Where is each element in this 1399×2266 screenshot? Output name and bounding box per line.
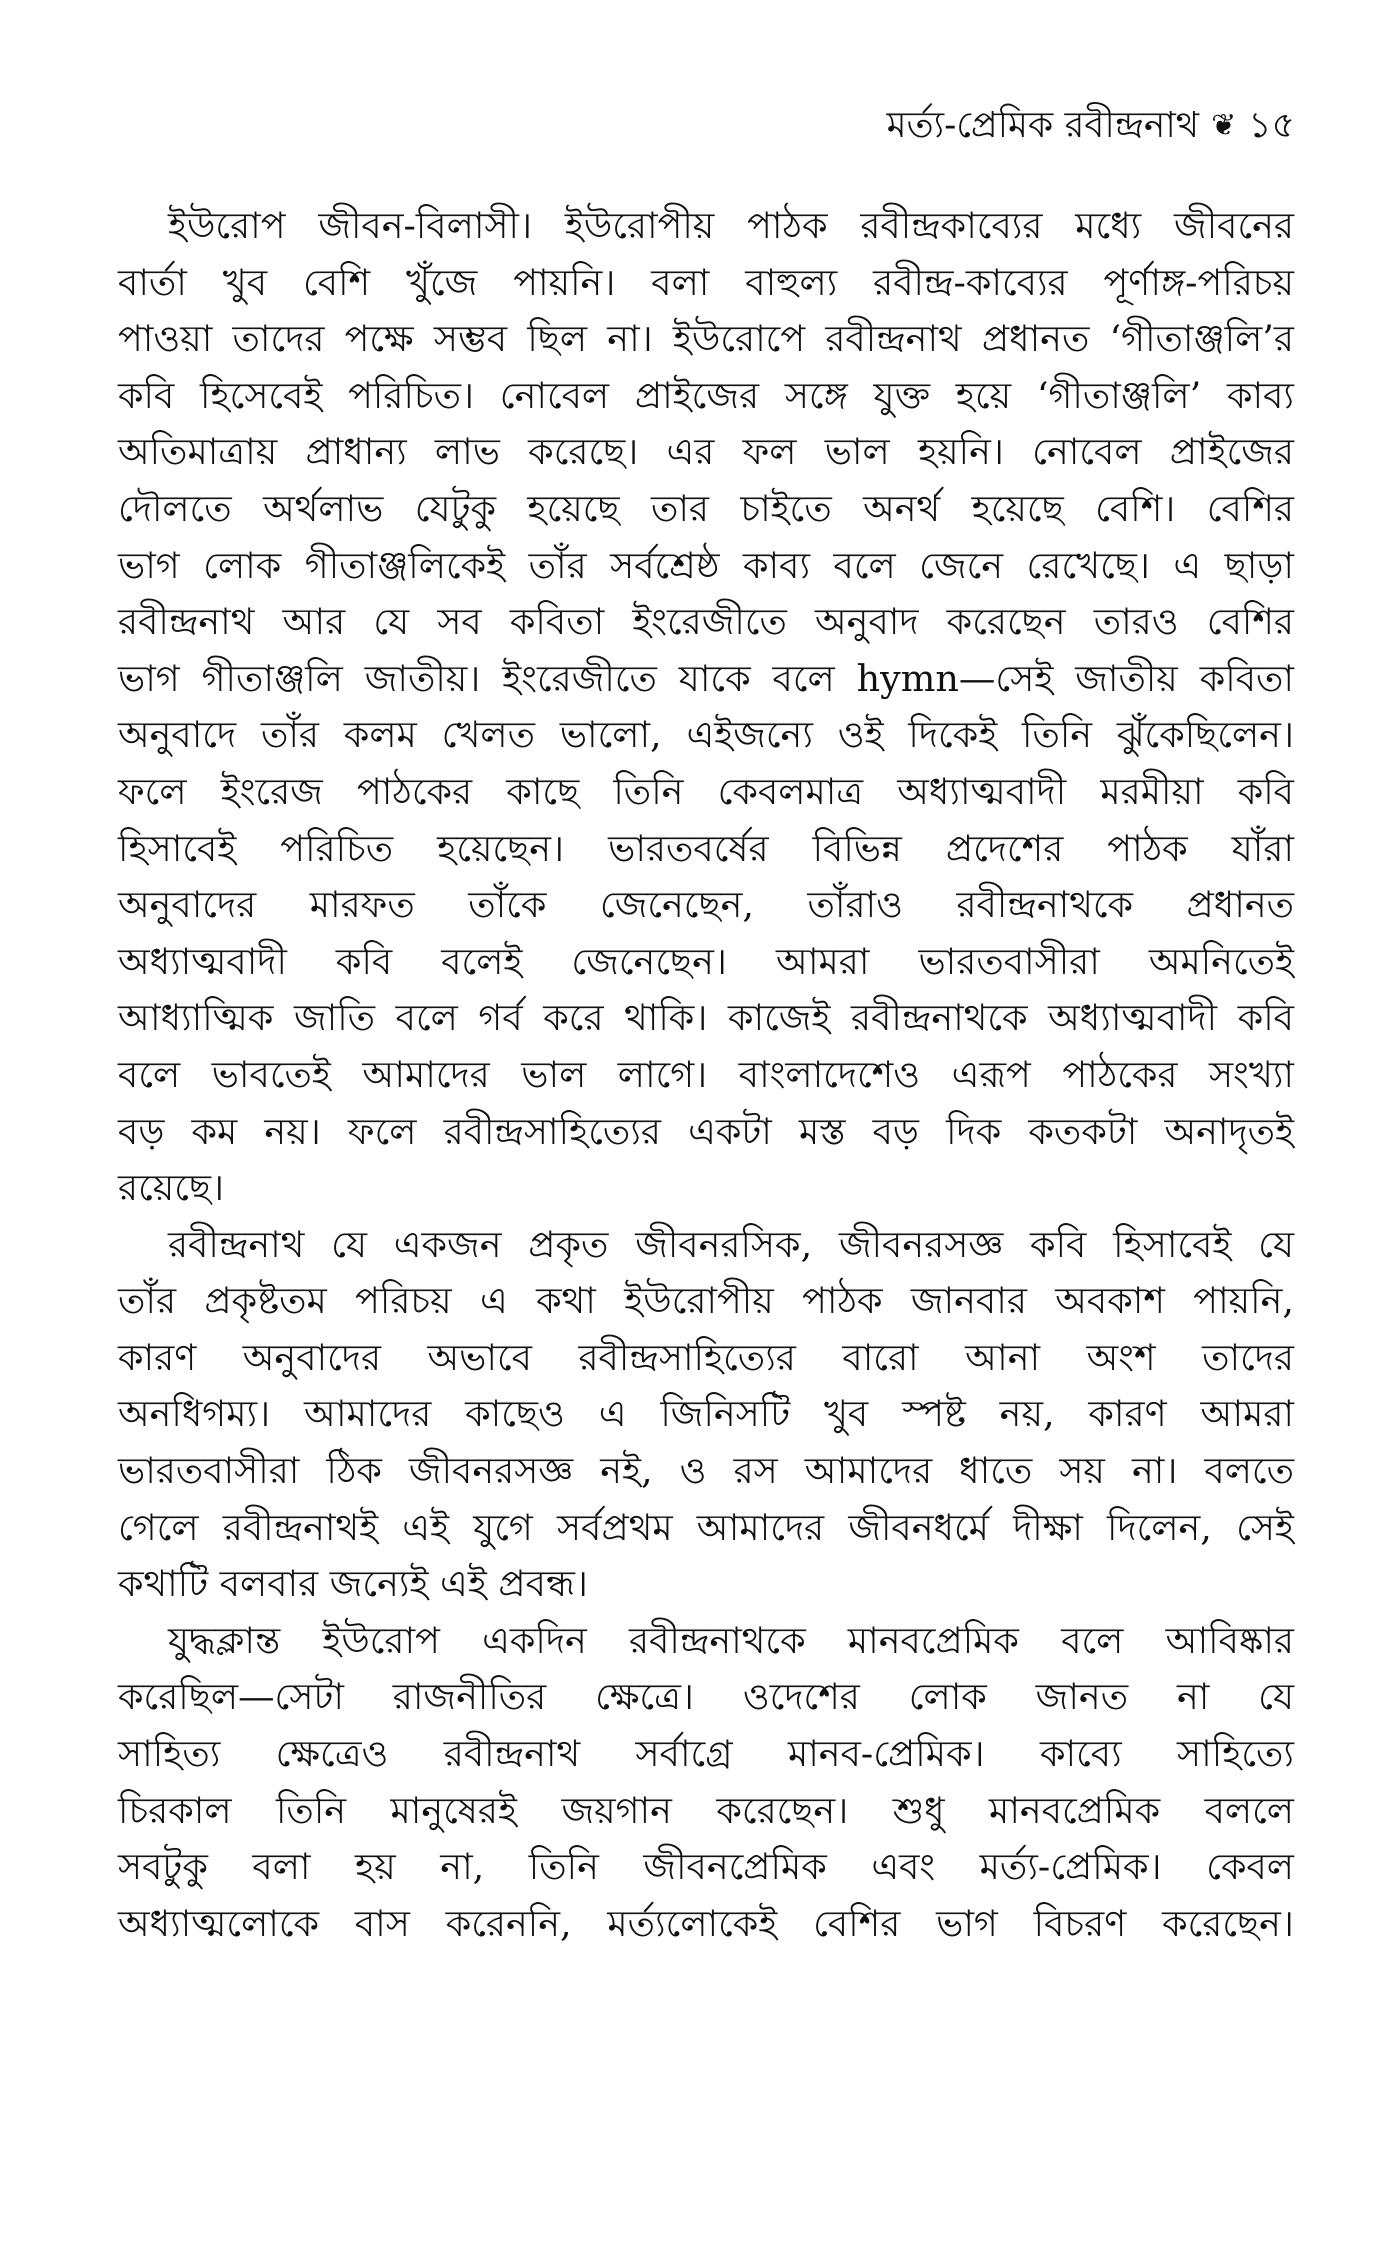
text-line: রবীন্দ্রনাথ আর যে সব কবিতা ইংরেজীতে অনুবাদ করেছেন তারও বেশির (118, 600, 1294, 644)
text-line: অনুবাদের মারফত তাঁকে জেনেছেন, তাঁরাও রবীন্দ্রনাথকে প্রধানত (118, 883, 1294, 927)
text-line: ভাগ লোক গীতাঞ্জলিকেই তাঁর সর্বশ্রেষ্ঠ কাব্য বলে জেনে রেখেছে। এ ছাড়া (118, 543, 1294, 587)
text-line: বলে ভাবতেই আমাদের ভাল লাগে। বাংলাদেশেও এরূপ পাঠকের সংখ্যা (118, 1052, 1294, 1096)
paragraph-1 (118, 198, 1294, 1217)
text-line: পাওয়া তাদের পক্ষে সম্ভব ছিল না। ইউরোপে রবীন্দ্রনাথ প্রধানত ‘গীতাঞ্জলি’র (118, 317, 1294, 361)
text-line: সাহিত্য ক্ষেত্রেও রবীন্দ্রনাথ সর্বাগ্রে মানব-প্রেমিক। কাব্যে সাহিত্যে (118, 1732, 1294, 1776)
text-line: যুদ্ধক্লান্ত ইউরোপ একদিন রবীন্দ্রনাথকে মানবপ্রেমিক বলে আবিষ্কার (168, 1618, 1294, 1662)
running-header (887, 104, 1295, 148)
text-line: হিসাবেই পরিচিত হয়েছেন। ভারতবর্ষের বিভিন্ন প্রদেশের পাঠক যাঁরা (118, 826, 1294, 870)
page-number: ১৫ (1248, 105, 1295, 146)
text-line: অধ্যাত্মলোকে বাস করেননি, মর্ত্যলোকেই বেশির ভাগ বিচরণ করেছেন। (118, 1901, 1294, 1945)
text-line: দৌলতে অর্থলাভ যেটুকু হয়েছে তার চাইতে অনর্থ হয়েছে বেশি। বেশির (118, 486, 1294, 530)
text-line: সবটুকু বলা হয় না, তিনি জীবনপ্রেমিক এবং মর্ত্য-প্রেমিক। কেবল (118, 1845, 1294, 1889)
text-line: গেলে রবীন্দ্রনাথই এই যুগে সর্বপ্রথম আমাদের জীবনধর্মে দীক্ষা দিলেন, সেই (118, 1505, 1294, 1549)
text-line: অনধিগম্য। আমাদের কাছেও এ জিনিসটি খুব স্পষ্ট নয়, কারণ আমরা (118, 1392, 1294, 1436)
text-line: ইউরোপ জীবন-বিলাসী। ইউরোপীয় পাঠক রবীন্দ্রকাব্যের মধ্যে জীবনের (168, 204, 1294, 247)
running-title: মর্ত্য-প্রেমিক রবীন্দ্রনাথ (886, 105, 1200, 146)
text-line: চিরকাল তিনি মানুষেরই জয়গান করেছেন। শুধু মানবপ্রেমিক বললে (118, 1788, 1294, 1832)
text-line: করেছিল—সেটা রাজনীতির ক্ষেত্রে। ওদেশের লোক জানত না যে (118, 1675, 1294, 1719)
body-text (118, 198, 1294, 1952)
text-line: কথাটি বলবার জন্যেই এই প্রবন্ধ। (118, 1562, 588, 1606)
text-line: রবীন্দ্রনাথ যে একজন প্রকৃত জীবনরসিক, জীবনরসজ্ঞ কবি হিসাবেই যে (168, 1222, 1294, 1266)
text-line: আধ্যাত্মিক জাতি বলে গর্ব করে থাকি। কাজেই রবীন্দ্রনাথকে অধ্যাত্মবাদী কবি (118, 996, 1294, 1040)
text-line: রয়েছে। (118, 1166, 225, 1210)
text-line: অতিমাত্রায় প্রাধান্য লাভ করেছে। এর ফল ভাল হয়নি। নোবেল প্রাইজের (118, 430, 1294, 474)
text-line: অনুবাদে তাঁর কলম খেলত ভালো, এইজন্যে ওই দিকেই তিনি ঝুঁকেছিলেন। (118, 713, 1295, 757)
paragraph-3 (118, 1613, 1294, 1953)
paragraph-2 (118, 1217, 1294, 1613)
text-line: ভারতবাসীরা ঠিক জীবনরসজ্ঞ নই, ও রস আমাদের ধাতে সয় না। বলতে (118, 1449, 1294, 1493)
text-line: অধ্যাত্মবাদী কবি বলেই জেনেছেন। আমরা ভারতবাসীরা অমনিতেই (118, 939, 1294, 983)
text-line: বড় কম নয়। ফলে রবীন্দ্রসাহিত্যের একটা মস্ত বড় দিক কতকটা অনাদৃতই (118, 1109, 1294, 1153)
text-line: কবি হিসেবেই পরিচিত। নোবেল প্রাইজের সঙ্গে যুক্ত হয়ে ‘গীতাঞ্জলি’ কাব্য (118, 373, 1294, 417)
fleuron-ornament-icon: ❦ (1211, 108, 1237, 143)
text-line: ভাগ গীতাঞ্জলি জাতীয়। ইংরেজীতে যাকে বলে hymn—সেই জাতীয় কবিতা (118, 656, 1294, 700)
text-line: বার্তা খুব বেশি খুঁজে পায়নি। বলা বাহুল্য রবীন্দ্র-কাব্যের পূর্ণাঙ্গ-পরিচয় (118, 260, 1294, 304)
text-line: কারণ অনুবাদের অভাবে রবীন্দ্রসাহিত্যের বারো আনা অংশ তাদের (118, 1335, 1294, 1379)
text-line: তাঁর প্রকৃষ্টতম পরিচয় এ কথা ইউরোপীয় পাঠক জানবার অবকাশ পায়নি, (118, 1279, 1294, 1323)
text-line: ফলে ইংরেজ পাঠকের কাছে তিনি কেবলমাত্র অধ্যাত্মবাদী মরমীয়া কবি (118, 769, 1294, 813)
